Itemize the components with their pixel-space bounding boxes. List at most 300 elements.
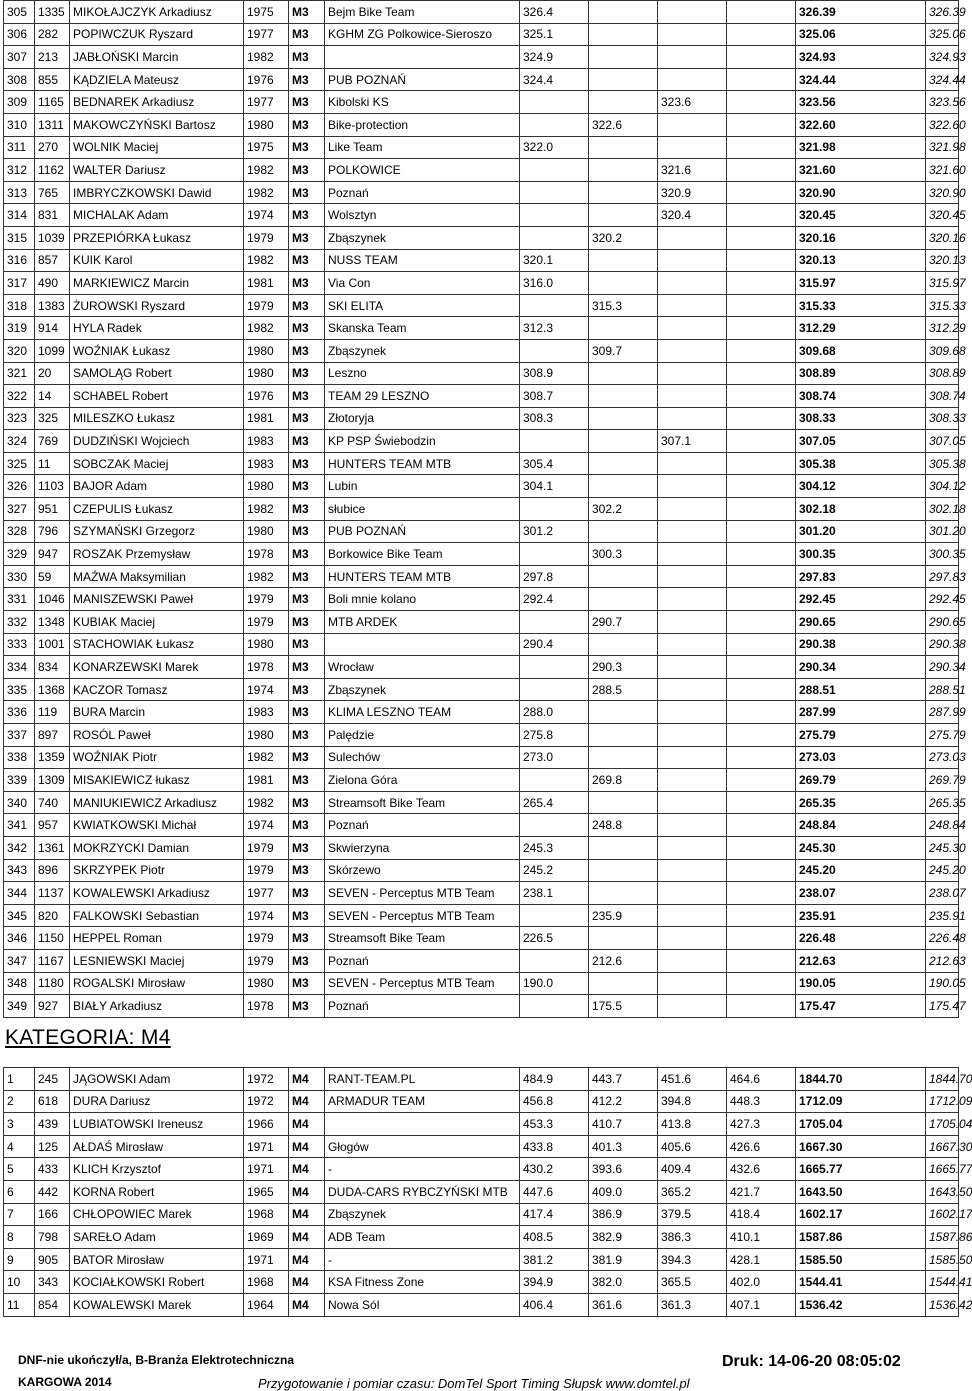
cell-club [325, 46, 520, 69]
cell-place: 305 [4, 1, 35, 24]
cell-points: 305.38 [926, 452, 959, 475]
cell-bib: 1309 [35, 769, 70, 792]
cell-name: SOBCZAK Maciej [70, 452, 244, 475]
cell-year: 1976 [244, 385, 289, 408]
cell-stage3 [658, 611, 727, 634]
cell-points: 245.20 [926, 859, 959, 882]
cell-category: M3 [289, 159, 325, 182]
cell-bib: 433 [35, 1158, 70, 1181]
cell-category: M3 [289, 791, 325, 814]
cell-year: 1974 [244, 814, 289, 837]
cell-stage3 [658, 882, 727, 905]
table-row [4, 1203, 959, 1226]
cell-place: 347 [4, 949, 35, 972]
cell-category: M3 [289, 678, 325, 701]
cell-stage3: 320.4 [658, 204, 727, 227]
cell-stage3 [658, 769, 727, 792]
cell-stage1: 288.0 [520, 701, 589, 724]
cell-club: Streamsoft Bike Team [325, 927, 520, 950]
cell-stage2: 290.3 [589, 656, 658, 679]
cell-total: 320.45 [796, 204, 926, 227]
table-row [4, 678, 959, 701]
cell-bib: 125 [35, 1135, 70, 1158]
cell-stage1: 320.1 [520, 249, 589, 272]
cell-points: 326.39 [926, 1, 959, 24]
cell-bib: 769 [35, 430, 70, 453]
cell-name: BIAŁY Arkadiusz [70, 995, 244, 1018]
cell-place: 314 [4, 204, 35, 227]
cell-total: 292.45 [796, 588, 926, 611]
cell-stage3 [658, 836, 727, 859]
cell-place: 336 [4, 701, 35, 724]
cell-club: POLKOWICE [325, 159, 520, 182]
cell-place: 332 [4, 611, 35, 634]
cell-points: 301.20 [926, 520, 959, 543]
cell-stage4: 421.7 [727, 1180, 796, 1203]
cell-total: 320.90 [796, 181, 926, 204]
table-row [4, 701, 959, 724]
cell-club: Zbąszynek [325, 226, 520, 249]
cell-club: Wrocław [325, 656, 520, 679]
cell-place: 308 [4, 68, 35, 91]
cell-bib: 282 [35, 23, 70, 46]
cell-points: 1665.77 [926, 1158, 959, 1181]
cell-bib: 927 [35, 995, 70, 1018]
cell-total: 308.74 [796, 385, 926, 408]
table-row [4, 204, 959, 227]
cell-bib: 1039 [35, 226, 70, 249]
cell-club: Poznań [325, 181, 520, 204]
cell-bib: 798 [35, 1226, 70, 1249]
cell-year: 1965 [244, 1180, 289, 1203]
cell-stage1: 326.4 [520, 1, 589, 24]
cell-year: 1968 [244, 1203, 289, 1226]
cell-category: M3 [289, 724, 325, 747]
cell-name: WALTER Dariusz [70, 159, 244, 182]
cell-total: 269.79 [796, 769, 926, 792]
cell-stage2 [589, 520, 658, 543]
cell-stage4 [727, 23, 796, 46]
cell-total: 245.30 [796, 836, 926, 859]
cell-stage4 [727, 91, 796, 114]
cell-category: M3 [289, 226, 325, 249]
cell-name: BURA Marcin [70, 701, 244, 724]
cell-place: 310 [4, 113, 35, 136]
cell-stage4 [727, 181, 796, 204]
cell-category: M3 [289, 543, 325, 566]
cell-points: 292.45 [926, 588, 959, 611]
cell-club: KGHM ZG Polkowice-Sieroszo [325, 23, 520, 46]
cell-place: 325 [4, 452, 35, 475]
cell-stage2: 300.3 [589, 543, 658, 566]
cell-stage2: 409.0 [589, 1180, 658, 1203]
cell-points: 302.18 [926, 498, 959, 521]
cell-stage1: 406.4 [520, 1293, 589, 1316]
cell-stage4 [727, 272, 796, 295]
cell-category: M3 [289, 633, 325, 656]
cell-stage2 [589, 836, 658, 859]
cell-club: - [325, 1248, 520, 1271]
cell-bib: 947 [35, 543, 70, 566]
cell-place: 340 [4, 791, 35, 814]
cell-year: 1966 [244, 1113, 289, 1136]
cell-stage3 [658, 791, 727, 814]
table-row [4, 317, 959, 340]
cell-bib: 1167 [35, 949, 70, 972]
cell-year: 1974 [244, 904, 289, 927]
cell-stage3 [658, 701, 727, 724]
cell-stage2: 248.8 [589, 814, 658, 837]
cell-club: Skwierzyna [325, 836, 520, 859]
cell-stage3 [658, 859, 727, 882]
cell-stage2 [589, 724, 658, 747]
cell-stage4 [727, 814, 796, 837]
table-row [4, 949, 959, 972]
cell-category: M3 [289, 407, 325, 430]
cell-name: KORNA Robert [70, 1180, 244, 1203]
cell-stage2: 401.3 [589, 1135, 658, 1158]
cell-points: 235.91 [926, 904, 959, 927]
cell-stage2: 309.7 [589, 339, 658, 362]
table-row [4, 633, 959, 656]
cell-stage3: 320.9 [658, 181, 727, 204]
table-row [4, 136, 959, 159]
cell-stage1: 290.4 [520, 633, 589, 656]
cell-total: 297.83 [796, 565, 926, 588]
cell-category: M3 [289, 385, 325, 408]
cell-year: 1980 [244, 362, 289, 385]
cell-total: 212.63 [796, 949, 926, 972]
cell-total: 308.33 [796, 407, 926, 430]
cell-points: 320.16 [926, 226, 959, 249]
cell-stage3 [658, 113, 727, 136]
cell-total: 324.93 [796, 46, 926, 69]
cell-category: M4 [289, 1293, 325, 1316]
cell-stage1: 381.2 [520, 1248, 589, 1271]
cell-stage2: 288.5 [589, 678, 658, 701]
cell-stage1 [520, 814, 589, 837]
cell-name: BATOR Mirosław [70, 1248, 244, 1271]
cell-year: 1983 [244, 452, 289, 475]
cell-name: AŁDAŚ Mirosław [70, 1135, 244, 1158]
cell-place: 9 [4, 1248, 35, 1271]
cell-total: 300.35 [796, 543, 926, 566]
cell-year: 1982 [244, 46, 289, 69]
cell-stage2 [589, 701, 658, 724]
table-row [4, 656, 959, 679]
table-row [4, 1068, 959, 1091]
cell-category: M4 [289, 1203, 325, 1226]
cell-total: 1712.09 [796, 1090, 926, 1113]
cell-club: NUSS TEAM [325, 249, 520, 272]
cell-club: Streamsoft Bike Team [325, 791, 520, 814]
cell-category: M3 [289, 362, 325, 385]
cell-place: 317 [4, 272, 35, 295]
cell-place: 3 [4, 1113, 35, 1136]
cell-stage3 [658, 633, 727, 656]
cell-name: WOŹNIAK Piotr [70, 746, 244, 769]
cell-stage4 [727, 113, 796, 136]
cell-category: M3 [289, 904, 325, 927]
cell-stage2 [589, 746, 658, 769]
cell-bib: 1099 [35, 339, 70, 362]
cell-stage4 [727, 543, 796, 566]
cell-total: 248.84 [796, 814, 926, 837]
cell-stage3: 409.4 [658, 1158, 727, 1181]
cell-bib: 1180 [35, 972, 70, 995]
footer-timing: Przygotowanie i pomiar czasu: DomTel Sport Timing Słupsk www.domtel.pl [258, 1376, 690, 1391]
table-row [4, 1180, 959, 1203]
cell-points: 238.07 [926, 882, 959, 905]
cell-stage2 [589, 317, 658, 340]
cell-stage1 [520, 226, 589, 249]
cell-points: 321.98 [926, 136, 959, 159]
cell-bib: 1368 [35, 678, 70, 701]
cell-year: 1975 [244, 1, 289, 24]
cell-stage4: 426.6 [727, 1135, 796, 1158]
cell-club: Skórzewo [325, 859, 520, 882]
cell-category: M3 [289, 814, 325, 837]
cell-points: 320.13 [926, 249, 959, 272]
cell-place: 341 [4, 814, 35, 837]
cell-name: HYLA Radek [70, 317, 244, 340]
cell-stage1: 308.7 [520, 385, 589, 408]
cell-stage1 [520, 91, 589, 114]
cell-year: 1971 [244, 1135, 289, 1158]
table-row [4, 904, 959, 927]
cell-club: HUNTERS TEAM MTB [325, 565, 520, 588]
cell-category: M3 [289, 565, 325, 588]
cell-place: 346 [4, 927, 35, 950]
cell-stage3 [658, 904, 727, 927]
cell-name: LUBIATOWSKI Ireneusz [70, 1113, 244, 1136]
cell-points: 290.38 [926, 633, 959, 656]
cell-stage1 [520, 995, 589, 1018]
cell-category: M3 [289, 91, 325, 114]
cell-year: 1979 [244, 949, 289, 972]
cell-bib: 1361 [35, 836, 70, 859]
cell-stage2: 386.9 [589, 1203, 658, 1226]
cell-total: 321.60 [796, 159, 926, 182]
cell-year: 1979 [244, 859, 289, 882]
cell-total: 1585.50 [796, 1248, 926, 1271]
cell-total: 1643.50 [796, 1180, 926, 1203]
cell-bib: 831 [35, 204, 70, 227]
cell-stage2: 412.2 [589, 1090, 658, 1113]
cell-stage4 [727, 859, 796, 882]
cell-club [325, 1113, 520, 1136]
cell-year: 1979 [244, 611, 289, 634]
cell-place: 329 [4, 543, 35, 566]
cell-stage2 [589, 452, 658, 475]
cell-club: Skanska Team [325, 317, 520, 340]
table-row [4, 995, 959, 1018]
cell-stage4: 402.0 [727, 1271, 796, 1294]
cell-place: 337 [4, 724, 35, 747]
cell-total: 322.60 [796, 113, 926, 136]
cell-stage1: 447.6 [520, 1180, 589, 1203]
cell-stage4 [727, 769, 796, 792]
cell-stage3 [658, 746, 727, 769]
cell-points: 307.05 [926, 430, 959, 453]
cell-total: 308.89 [796, 362, 926, 385]
cell-stage3: 307.1 [658, 430, 727, 453]
cell-points: 308.74 [926, 385, 959, 408]
cell-category: M4 [289, 1226, 325, 1249]
cell-year: 1978 [244, 656, 289, 679]
cell-total: 321.98 [796, 136, 926, 159]
cell-club: Boli mnie kolano [325, 588, 520, 611]
cell-club: Sulechów [325, 746, 520, 769]
cell-stage1: 275.8 [520, 724, 589, 747]
cell-stage4 [727, 226, 796, 249]
cell-bib: 1001 [35, 633, 70, 656]
cell-name: HEPPEL Roman [70, 927, 244, 950]
cell-stage1: 190.0 [520, 972, 589, 995]
cell-bib: 854 [35, 1293, 70, 1316]
cell-bib: 14 [35, 385, 70, 408]
cell-year: 1971 [244, 1248, 289, 1271]
cell-place: 306 [4, 23, 35, 46]
cell-stage1: 324.9 [520, 46, 589, 69]
cell-points: 320.90 [926, 181, 959, 204]
cell-name: MANISZEWSKI Paweł [70, 588, 244, 611]
cell-club: Poznań [325, 949, 520, 972]
cell-stage1: 324.4 [520, 68, 589, 91]
cell-year: 1969 [244, 1226, 289, 1249]
cell-year: 1980 [244, 633, 289, 656]
cell-club: Poznań [325, 995, 520, 1018]
cell-stage1: 325.1 [520, 23, 589, 46]
cell-stage1: 430.2 [520, 1158, 589, 1181]
table-row [4, 1090, 959, 1113]
cell-club: PUB POZNAŃ [325, 520, 520, 543]
cell-place: 6 [4, 1180, 35, 1203]
table-row [4, 724, 959, 747]
cell-total: 190.05 [796, 972, 926, 995]
cell-year: 1981 [244, 272, 289, 295]
cell-year: 1977 [244, 91, 289, 114]
table-row [4, 769, 959, 792]
cell-stage3 [658, 588, 727, 611]
cell-stage2 [589, 159, 658, 182]
cell-bib: 796 [35, 520, 70, 543]
table-row [4, 836, 959, 859]
cell-name: KONARZEWSKI Marek [70, 656, 244, 679]
cell-name: MAŹWA Maksymilian [70, 565, 244, 588]
cell-stage4 [727, 452, 796, 475]
cell-name: CHŁOPOWIEC Marek [70, 1203, 244, 1226]
cell-name: SCHABEL Robert [70, 385, 244, 408]
cell-points: 287.99 [926, 701, 959, 724]
cell-stage4 [727, 475, 796, 498]
cell-total: 290.38 [796, 633, 926, 656]
cell-points: 1536.42 [926, 1293, 959, 1316]
cell-stage2 [589, 23, 658, 46]
table-row [4, 272, 959, 295]
table-row [4, 814, 959, 837]
cell-total: 305.38 [796, 452, 926, 475]
cell-bib: 1311 [35, 113, 70, 136]
cell-points: 322.60 [926, 113, 959, 136]
cell-place: 324 [4, 430, 35, 453]
cell-stage1 [520, 769, 589, 792]
table-row [4, 23, 959, 46]
cell-stage1 [520, 181, 589, 204]
cell-year: 1977 [244, 23, 289, 46]
cell-stage4 [727, 949, 796, 972]
cell-stage2 [589, 430, 658, 453]
cell-stage1 [520, 543, 589, 566]
cell-total: 1536.42 [796, 1293, 926, 1316]
cell-stage3 [658, 678, 727, 701]
cell-total: 245.20 [796, 859, 926, 882]
cell-total: 304.12 [796, 475, 926, 498]
cell-stage4 [727, 46, 796, 69]
cell-year: 1983 [244, 430, 289, 453]
cell-year: 1982 [244, 746, 289, 769]
cell-club: TEAM 29 LESZNO [325, 385, 520, 408]
cell-points: 190.05 [926, 972, 959, 995]
cell-club: Palędzie [325, 724, 520, 747]
cell-place: 344 [4, 882, 35, 905]
cell-stage4 [727, 362, 796, 385]
cell-stage1: 322.0 [520, 136, 589, 159]
cell-name: SZYMAŃSKI Grzegorz [70, 520, 244, 543]
cell-stage3 [658, 498, 727, 521]
cell-stage2 [589, 791, 658, 814]
cell-name: ROGALSKI Mirosław [70, 972, 244, 995]
cell-stage3 [658, 407, 727, 430]
cell-name: KWIATKOWSKI Michał [70, 814, 244, 837]
cell-bib: 1162 [35, 159, 70, 182]
cell-stage3: 413.8 [658, 1113, 727, 1136]
cell-stage2 [589, 588, 658, 611]
cell-name: KĄDZIELA Mateusz [70, 68, 244, 91]
cell-year: 1976 [244, 68, 289, 91]
table-row [4, 452, 959, 475]
cell-bib: 897 [35, 724, 70, 747]
cell-stage3 [658, 249, 727, 272]
cell-stage1: 265.4 [520, 791, 589, 814]
cell-stage2: 320.2 [589, 226, 658, 249]
cell-stage4: 428.1 [727, 1248, 796, 1271]
cell-points: 325.06 [926, 23, 959, 46]
cell-name: ROSZAK Przemysław [70, 543, 244, 566]
cell-points: 324.93 [926, 46, 959, 69]
cell-year: 1982 [244, 791, 289, 814]
cell-year: 1982 [244, 159, 289, 182]
cell-points: 323.56 [926, 91, 959, 114]
cell-stage3 [658, 23, 727, 46]
cell-stage3: 365.5 [658, 1271, 727, 1294]
cell-stage4 [727, 588, 796, 611]
cell-total: 1665.77 [796, 1158, 926, 1181]
cell-year: 1982 [244, 565, 289, 588]
cell-club: Zbąszynek [325, 1203, 520, 1226]
cell-stage3 [658, 272, 727, 295]
cell-year: 1980 [244, 724, 289, 747]
category-heading: KATEGORIA: M4 [5, 1026, 171, 1049]
table-row [4, 181, 959, 204]
cell-points: 275.79 [926, 724, 959, 747]
cell-year: 1980 [244, 475, 289, 498]
cell-points: 290.65 [926, 611, 959, 634]
cell-club: Borkowice Bike Team [325, 543, 520, 566]
cell-stage4 [727, 836, 796, 859]
cell-stage4 [727, 882, 796, 905]
cell-stage1: 297.8 [520, 565, 589, 588]
